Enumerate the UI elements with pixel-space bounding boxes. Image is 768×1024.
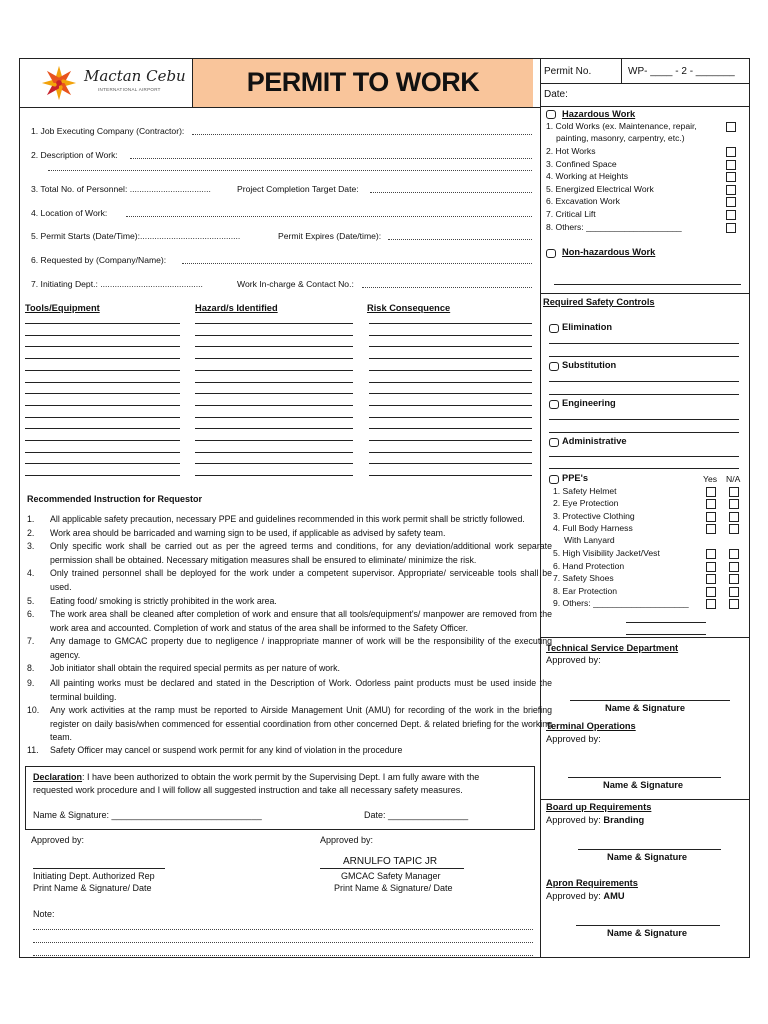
table-blank-line[interactable]	[369, 463, 532, 464]
apron-heading: Apron Requirements	[546, 878, 638, 888]
hazardous-checkbox[interactable]	[726, 223, 736, 233]
declaration-label: Declaration	[33, 772, 83, 782]
apron-approver: AMU	[603, 891, 625, 901]
approver-left-role: Initiating Dept. Authorized Rep	[33, 871, 155, 881]
table-blank-line[interactable]	[25, 463, 180, 464]
ppe-na-checkbox[interactable]	[729, 487, 739, 497]
hazardous-item-label: 8. Others: ____________________	[546, 222, 682, 232]
table-blank-line[interactable]	[25, 417, 180, 418]
instruction-number: 5.	[27, 596, 35, 606]
hazardous-checkbox[interactable]	[726, 197, 736, 207]
field-location-label: 4. Location of Work:	[31, 208, 108, 218]
instruction-text: All painting works must be declared and stated in the Description of Work. Odorless paint products must be used inside the terminal building.	[50, 678, 552, 702]
control-blank-line[interactable]	[549, 356, 739, 357]
hazardous-checkbox[interactable]	[726, 172, 736, 182]
instruction-text: Only specific work shall be carried out as per the agreed terms and conditions, for any deviation/additional work separate permission shall be obtained. Necessary mitigation measures shall be ensured to eliminate/ minimize the risk.	[50, 541, 552, 565]
instruction-number: 1.	[27, 514, 35, 524]
ppe-item-label: 7. Safety Shoes	[553, 573, 614, 583]
page-title: PERMIT TO WORK	[246, 67, 480, 97]
divider	[540, 106, 750, 107]
hazardous-item-label: 4. Working at Heights	[546, 171, 628, 181]
instruction-text: All applicable safety precaution, necessary PPE and guidelines recommended in this work permit shall be strictly followed.	[50, 514, 525, 524]
tools-header: Tools/Equipment	[25, 303, 100, 313]
tsd-signature-line[interactable]	[570, 700, 730, 701]
board-signature-line[interactable]	[578, 849, 721, 850]
field-description-line[interactable]	[130, 158, 532, 159]
field-description-label: 2. Description of Work:	[31, 150, 118, 160]
table-blank-line[interactable]	[369, 335, 532, 336]
hazardous-item-label: 1. Cold Works (ex. Maintenance, repair,	[546, 121, 697, 131]
table-blank-line[interactable]	[369, 323, 532, 324]
approver-right-name: ARNULFO TAPIC JR	[343, 856, 438, 867]
ppe-yes-checkbox[interactable]	[706, 549, 716, 559]
control-blank-line[interactable]	[549, 432, 739, 433]
table-blank-line[interactable]	[195, 323, 353, 324]
table-blank-line[interactable]	[25, 358, 180, 359]
ppe-na-checkbox[interactable]	[729, 574, 739, 584]
date-label: Date:	[544, 89, 568, 100]
declaration-text-2: requested work procedure and I will follow all suggested instruction and take all necessary safety measures.	[33, 785, 463, 795]
elimination-label: Elimination	[562, 322, 613, 332]
field-target-date-label: Project Completion Target Date:	[237, 184, 359, 194]
table-blank-line[interactable]	[369, 475, 532, 476]
field-permit-expire-label: Permit Expires (Date/time):	[278, 231, 382, 241]
apron-approved-label: Approved by:	[546, 891, 601, 901]
non-hazardous-heading: Non-hazardous Work	[562, 247, 656, 257]
terminal-signature-line[interactable]	[568, 777, 721, 778]
ppe-na-checkbox[interactable]	[729, 512, 739, 522]
logo-subtext: INTERNATIONAL AIRPORT	[98, 87, 161, 92]
table-blank-line[interactable]	[25, 335, 180, 336]
hazardous-item-label: 7. Critical Lift	[546, 209, 596, 219]
instruction-number: 4.	[27, 568, 35, 578]
note-line[interactable]	[33, 955, 533, 956]
divider	[540, 637, 750, 638]
control-blank-line[interactable]	[549, 419, 739, 420]
control-blank-line[interactable]	[549, 468, 739, 469]
ppe-yes-checkbox[interactable]	[706, 512, 716, 522]
apron-signature-line[interactable]	[576, 925, 720, 926]
table-blank-line[interactable]	[195, 440, 353, 441]
ppe-others-line[interactable]	[626, 622, 706, 623]
instruction-text: Any work activities at the ramp must be reported to Airside Management Unit (AMU) for recording of the work in the briefing register on daily basis/when commenced for essential coordination from other concerned Dept. & related briefing for the working team.	[50, 705, 552, 742]
ppe-na-checkbox[interactable]	[729, 499, 739, 509]
table-blank-line[interactable]	[25, 393, 180, 394]
ppe-item-label: 1. Safety Helmet	[553, 486, 617, 496]
table-blank-line[interactable]	[369, 417, 532, 418]
hazardous-checkbox[interactable]	[726, 160, 736, 170]
divider	[540, 799, 750, 800]
table-blank-line[interactable]	[25, 452, 180, 453]
instruction-number: 3.	[27, 541, 35, 551]
ppe-yes-checkbox[interactable]	[706, 562, 716, 572]
hazardous-item-label: 6. Excavation Work	[546, 196, 620, 206]
declaration-text-1: : I have been authorized to obtain the work permit by the Supervising Dept. I am fully aware with the	[82, 772, 480, 782]
administrative-radio[interactable]	[549, 438, 559, 447]
divider	[621, 59, 622, 83]
table-blank-line[interactable]	[369, 346, 532, 347]
instruction-number: 7.	[27, 636, 35, 646]
table-blank-line[interactable]	[369, 405, 532, 406]
ppe-item-label: 6. Hand Protection	[553, 561, 625, 571]
engineering-radio[interactable]	[549, 400, 559, 409]
approver-left-instr: Print Name & Signature/ Date	[33, 883, 152, 893]
field-requested-line[interactable]	[182, 263, 532, 264]
field-location-line[interactable]	[126, 216, 532, 217]
administrative-label: Administrative	[562, 436, 627, 446]
approved-by-left-label: Approved by:	[31, 835, 85, 845]
engineering-label: Engineering	[562, 398, 616, 408]
declaration-name-signature[interactable]: Name & Signature: ______________________________	[33, 810, 262, 820]
substitution-label: Substitution	[562, 360, 617, 370]
instruction-number: 9.	[27, 678, 35, 688]
approved-by-right-label: Approved by:	[320, 835, 374, 845]
table-blank-line[interactable]	[369, 393, 532, 394]
field-target-date-line[interactable]	[370, 192, 532, 193]
hazardous-item-label: painting, masonry, carpentry, etc.)	[556, 133, 685, 143]
hazardous-item-label: 5. Energized Electrical Work	[546, 184, 654, 194]
ppe-yes-checkbox[interactable]	[706, 587, 716, 597]
field-permit-expire-line[interactable]	[388, 239, 532, 240]
instruction-number: 10.	[27, 705, 40, 715]
hazardous-heading: Hazardous Work	[562, 109, 636, 119]
field-permit-start-label: 5. Permit Starts (Date/Time):..........................................	[31, 231, 241, 241]
ppe-item-label: 2. Eye Protection	[553, 498, 619, 508]
hazardous-radio[interactable]	[546, 110, 556, 119]
permit-no-label: Permit No.	[544, 66, 592, 77]
table-blank-line[interactable]	[195, 346, 353, 347]
hazards-header: Hazard/s Identified	[195, 303, 278, 313]
terminal-approved-label: Approved by:	[546, 734, 601, 744]
ppe-na-checkbox[interactable]	[729, 549, 739, 559]
ppe-yes-checkbox[interactable]	[706, 574, 716, 584]
tsd-heading: Technical Service Department	[546, 643, 679, 653]
control-blank-line[interactable]	[549, 343, 739, 344]
table-blank-line[interactable]	[25, 370, 180, 371]
divider	[19, 107, 541, 108]
hazardous-checkbox[interactable]	[726, 122, 736, 132]
board-approver: Branding	[603, 815, 645, 825]
non-hazardous-radio[interactable]	[546, 249, 556, 258]
hazardous-checkbox[interactable]	[726, 210, 736, 220]
table-blank-line[interactable]	[369, 370, 532, 371]
control-blank-line[interactable]	[549, 394, 739, 395]
instructions-heading: Recommended Instruction for Requestor	[27, 494, 203, 504]
elimination-radio[interactable]	[549, 324, 559, 333]
ppe-item-label: 3. Protective Clothing	[553, 511, 635, 521]
ppe-item-label: With Lanyard	[564, 535, 615, 545]
risk-header: Risk Consequence	[367, 303, 451, 313]
table-blank-line[interactable]	[25, 323, 180, 324]
table-blank-line[interactable]	[195, 335, 353, 336]
ppe-yes-checkbox[interactable]	[706, 487, 716, 497]
ppe-na-header: N/A	[726, 474, 741, 484]
logo	[40, 64, 190, 104]
ppe-yes-checkbox[interactable]	[706, 499, 716, 509]
table-blank-line[interactable]	[369, 358, 532, 359]
signature-line-left[interactable]	[33, 868, 165, 869]
note-line[interactable]	[33, 929, 533, 930]
table-blank-line[interactable]	[25, 428, 180, 429]
terminal-name-signature: Name & Signature	[603, 780, 684, 790]
hazardous-checkbox[interactable]	[726, 185, 736, 195]
instruction-number: 8.	[27, 663, 35, 673]
board-approved-line	[546, 815, 644, 826]
field-contractor-line[interactable]	[192, 134, 532, 135]
field-incharge-label: Work In-charge & Contact No.:	[237, 279, 354, 289]
ppe-radio[interactable]	[549, 475, 559, 484]
table-blank-line[interactable]	[25, 382, 180, 383]
hazardous-checkbox[interactable]	[726, 147, 736, 157]
table-blank-line[interactable]	[369, 440, 532, 441]
table-blank-line[interactable]	[195, 417, 353, 418]
note-line[interactable]	[33, 942, 533, 943]
table-blank-line[interactable]	[195, 405, 353, 406]
flower-logo-icon	[40, 64, 78, 102]
signature-line-right[interactable]	[320, 868, 464, 869]
declaration-date[interactable]: Date: ________________	[364, 810, 469, 820]
table-blank-line[interactable]	[195, 370, 353, 371]
ppe-na-checkbox[interactable]	[729, 599, 739, 609]
approver-right-instr: Print Name & Signature/ Date	[334, 883, 453, 893]
terminal-heading: Terminal Operations	[546, 721, 636, 731]
ppe-yes-checkbox[interactable]	[706, 524, 716, 534]
instruction-number: 6.	[27, 609, 35, 619]
board-heading: Board up Requirements	[546, 802, 652, 812]
instruction-text: Eating food/ smoking is strictly prohibited in the work area.	[50, 596, 277, 606]
table-blank-line[interactable]	[195, 428, 353, 429]
ppe-item-label: 5. High Visibility Jacket/Vest	[553, 548, 660, 558]
ppe-yes-header: Yes	[703, 474, 718, 484]
tsd-approved-label: Approved by:	[546, 655, 601, 665]
field-description-line-2[interactable]	[48, 170, 532, 171]
field-incharge-line[interactable]	[362, 287, 532, 288]
table-blank-line[interactable]	[195, 452, 353, 453]
table-blank-line[interactable]	[195, 358, 353, 359]
table-blank-line[interactable]	[25, 405, 180, 406]
table-blank-line[interactable]	[369, 452, 532, 453]
declaration-line-1	[33, 772, 479, 783]
instruction-text: Any damage to GMCAC property due to negligence / inappropriate manner of work will be the responsibility of the executing agency.	[50, 636, 552, 660]
field-contractor-label: 1. Job Executing Company (Contractor):	[31, 126, 185, 136]
permit-no-field[interactable]: WP- ____ - 2 - _______	[628, 66, 735, 77]
divider	[540, 293, 750, 294]
ppe-item-label: 9. Others: ____________________	[553, 598, 689, 608]
substitution-radio[interactable]	[549, 362, 559, 371]
ppe-yes-checkbox[interactable]	[706, 599, 716, 609]
field-requested-label: 6. Requested by (Company/Name):	[31, 255, 167, 265]
ppe-item-label: 4. Full Body Harness	[553, 523, 633, 533]
table-blank-line[interactable]	[195, 393, 353, 394]
instruction-text: Work area should be barricaded and warning sign to be used, if applicable as advised by safety team.	[50, 528, 446, 538]
field-dept-label: 7. Initiating Dept.: ...........................................	[31, 279, 203, 289]
table-blank-line[interactable]	[195, 463, 353, 464]
approver-right-role: GMCAC Safety Manager	[341, 871, 441, 881]
table-blank-line[interactable]	[25, 440, 180, 441]
instruction-text: Job initiator shall obtain the required special permits as per nature of work.	[50, 663, 340, 673]
logo-text: Mactan Cebu	[84, 67, 186, 85]
hazardous-item-label: 3. Confined Space	[546, 159, 617, 169]
tsd-name-signature: Name & Signature	[605, 703, 686, 713]
table-blank-line[interactable]	[25, 475, 180, 476]
ppe-label: PPE's	[562, 473, 588, 483]
apron-name-signature: Name & Signature	[607, 928, 688, 938]
divider	[540, 83, 750, 84]
instruction-text: The work area shall be cleaned after completion of work and ensure that all tools/equipment's/ manpower are removed from the work area and accounted. Completion of work and status of the area shall be informed to the Safety Officer.	[50, 609, 552, 633]
hazardous-item-label: 2. Hot Works	[546, 146, 596, 156]
board-name-signature: Name & Signature	[607, 852, 688, 862]
table-blank-line[interactable]	[195, 475, 353, 476]
ppe-na-checkbox[interactable]	[729, 562, 739, 572]
instruction-text: Safety Officer may cancel or suspend work permit for any kind of violation in the procedure	[50, 745, 403, 755]
ppe-item-label: 8. Ear Protection	[553, 586, 618, 596]
divider	[540, 59, 541, 958]
control-blank-line[interactable]	[549, 456, 739, 457]
field-personnel-label: 3. Total No. of Personnel: ..................................	[31, 184, 211, 194]
table-blank-line[interactable]	[195, 382, 353, 383]
apron-approved-line	[546, 891, 625, 902]
ppe-na-checkbox[interactable]	[729, 524, 739, 534]
instruction-number: 2.	[27, 528, 35, 538]
controls-heading: Required Safety Controls	[543, 297, 655, 307]
ppe-others-line[interactable]	[626, 634, 706, 635]
instruction-text: Only trained personnel shall be deployed for the work under a competent supervisor. Appropriate/ serviceable tools shall be used.	[50, 568, 552, 592]
non-hazardous-line[interactable]	[554, 284, 741, 285]
note-label: Note:	[33, 909, 55, 919]
control-blank-line[interactable]	[549, 381, 739, 382]
table-blank-line[interactable]	[369, 428, 532, 429]
ppe-na-checkbox[interactable]	[729, 587, 739, 597]
table-blank-line[interactable]	[25, 346, 180, 347]
instruction-number: 11.	[27, 745, 39, 755]
table-blank-line[interactable]	[369, 382, 532, 383]
board-approved-label: Approved by:	[546, 815, 601, 825]
